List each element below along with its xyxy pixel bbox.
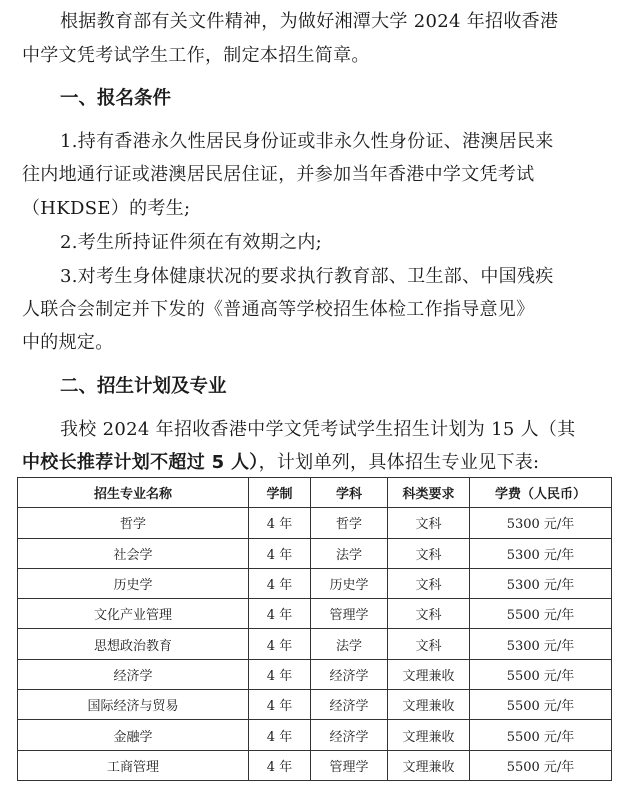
plan-line-1: 我校 2024 年招收香港中学文凭考试学生招生计划为 15 人（其 [60, 419, 576, 440]
intro-line-1: 根据教育部有关文件精神，为做好湘潭大学 2024 年招收香港 [60, 11, 559, 32]
discipline-cell: 经济学 [311, 720, 388, 750]
table-row [18, 599, 612, 629]
table-row [18, 538, 612, 568]
tuition-cell: 5500 元/年 [470, 659, 612, 689]
table-row [18, 568, 612, 598]
discipline-cell: 管理学 [311, 599, 388, 629]
requirement-cell: 文科 [388, 599, 470, 629]
tuition-cell: 5300 元/年 [470, 568, 612, 598]
major-name-cell: 哲学 [18, 508, 249, 538]
requirement-cell: 文科 [388, 629, 470, 659]
major-name-cell: 文化产业管理 [18, 599, 249, 629]
condition-3-line-3: 中的规定。 [22, 332, 114, 353]
duration-cell: 4 年 [249, 720, 311, 750]
table-row [18, 629, 612, 659]
requirement-cell: 文理兼收 [388, 720, 470, 750]
condition-2: 2.考生所持证件须在有效期之内; [60, 232, 323, 253]
major-name-cell: 思想政治教育 [18, 629, 249, 659]
discipline-cell: 经济学 [311, 690, 388, 720]
major-name-cell: 经济学 [18, 659, 249, 689]
duration-cell: 4 年 [249, 568, 311, 598]
duration-cell: 4 年 [249, 659, 311, 689]
condition-3-line-2: 人联合会制定并下发的《普通高等学校招生体检工作指导意见》 [22, 299, 535, 320]
header-subject-requirement: 科类要求 [388, 478, 470, 508]
plan-line-2-rest: ，计划单列，具体招生专业见下表: [258, 452, 540, 473]
requirement-cell: 文理兼收 [388, 690, 470, 720]
duration-cell: 4 年 [249, 750, 311, 780]
duration-cell: 4 年 [249, 629, 311, 659]
discipline-cell: 哲学 [311, 508, 388, 538]
condition-1-line-2: 往内地通行证或港澳居民居住证，并参加当年香港中学文凭考试 [22, 164, 535, 185]
header-tuition: 学费（人民币） [470, 478, 612, 508]
requirement-cell: 文科 [388, 568, 470, 598]
section1-heading: 一、报名条件 [60, 88, 172, 109]
tuition-cell: 5300 元/年 [470, 538, 612, 568]
duration-cell: 4 年 [249, 690, 311, 720]
tuition-cell: 5500 元/年 [470, 599, 612, 629]
requirement-cell: 文理兼收 [388, 659, 470, 689]
tuition-cell: 5500 元/年 [470, 750, 612, 780]
condition-3-line-1: 3.对考生身体健康状况的要求执行教育部、卫生部、中国残疾 [60, 266, 554, 287]
condition-1-line-1: 1.持有香港永久性居民身份证或非永久性身份证、港澳居民来 [60, 131, 554, 152]
table-row [18, 659, 612, 689]
table-header-row [18, 478, 612, 508]
major-name-cell: 工商管理 [18, 750, 249, 780]
discipline-cell: 历史学 [311, 568, 388, 598]
discipline-cell: 法学 [311, 629, 388, 659]
requirement-cell: 文理兼收 [388, 750, 470, 780]
plan-line-2 [22, 452, 539, 474]
table-row [18, 690, 612, 720]
duration-cell: 4 年 [249, 538, 311, 568]
major-name-cell: 国际经济与贸易 [18, 690, 249, 720]
tuition-cell: 5500 元/年 [470, 720, 612, 750]
major-name-cell: 社会学 [18, 538, 249, 568]
table-row [18, 508, 612, 538]
major-name-cell: 金融学 [18, 720, 249, 750]
tuition-cell: 5300 元/年 [470, 508, 612, 538]
table-row [18, 750, 612, 780]
section2-heading: 二、招生计划及专业 [60, 376, 227, 397]
duration-cell: 4 年 [249, 508, 311, 538]
condition-1-line-3: （HKDSE）的考生; [22, 198, 191, 219]
tuition-cell: 5300 元/年 [470, 629, 612, 659]
requirement-cell: 文科 [388, 508, 470, 538]
tuition-cell: 5500 元/年 [470, 690, 612, 720]
duration-cell: 4 年 [249, 599, 311, 629]
intro-line-2: 中学文凭考试学生工作，制定本招生简章。 [22, 45, 370, 66]
major-name-cell: 历史学 [18, 568, 249, 598]
majors-table [17, 477, 612, 781]
table-row [18, 720, 612, 750]
requirement-cell: 文科 [388, 538, 470, 568]
header-discipline: 学科 [311, 478, 388, 508]
header-duration: 学制 [249, 478, 311, 508]
header-major-name: 招生专业名称 [18, 478, 249, 508]
discipline-cell: 管理学 [311, 750, 388, 780]
discipline-cell: 法学 [311, 538, 388, 568]
plan-line-2-bold: 中校长推荐计划不超过 5 人） [22, 452, 259, 473]
discipline-cell: 经济学 [311, 659, 388, 689]
